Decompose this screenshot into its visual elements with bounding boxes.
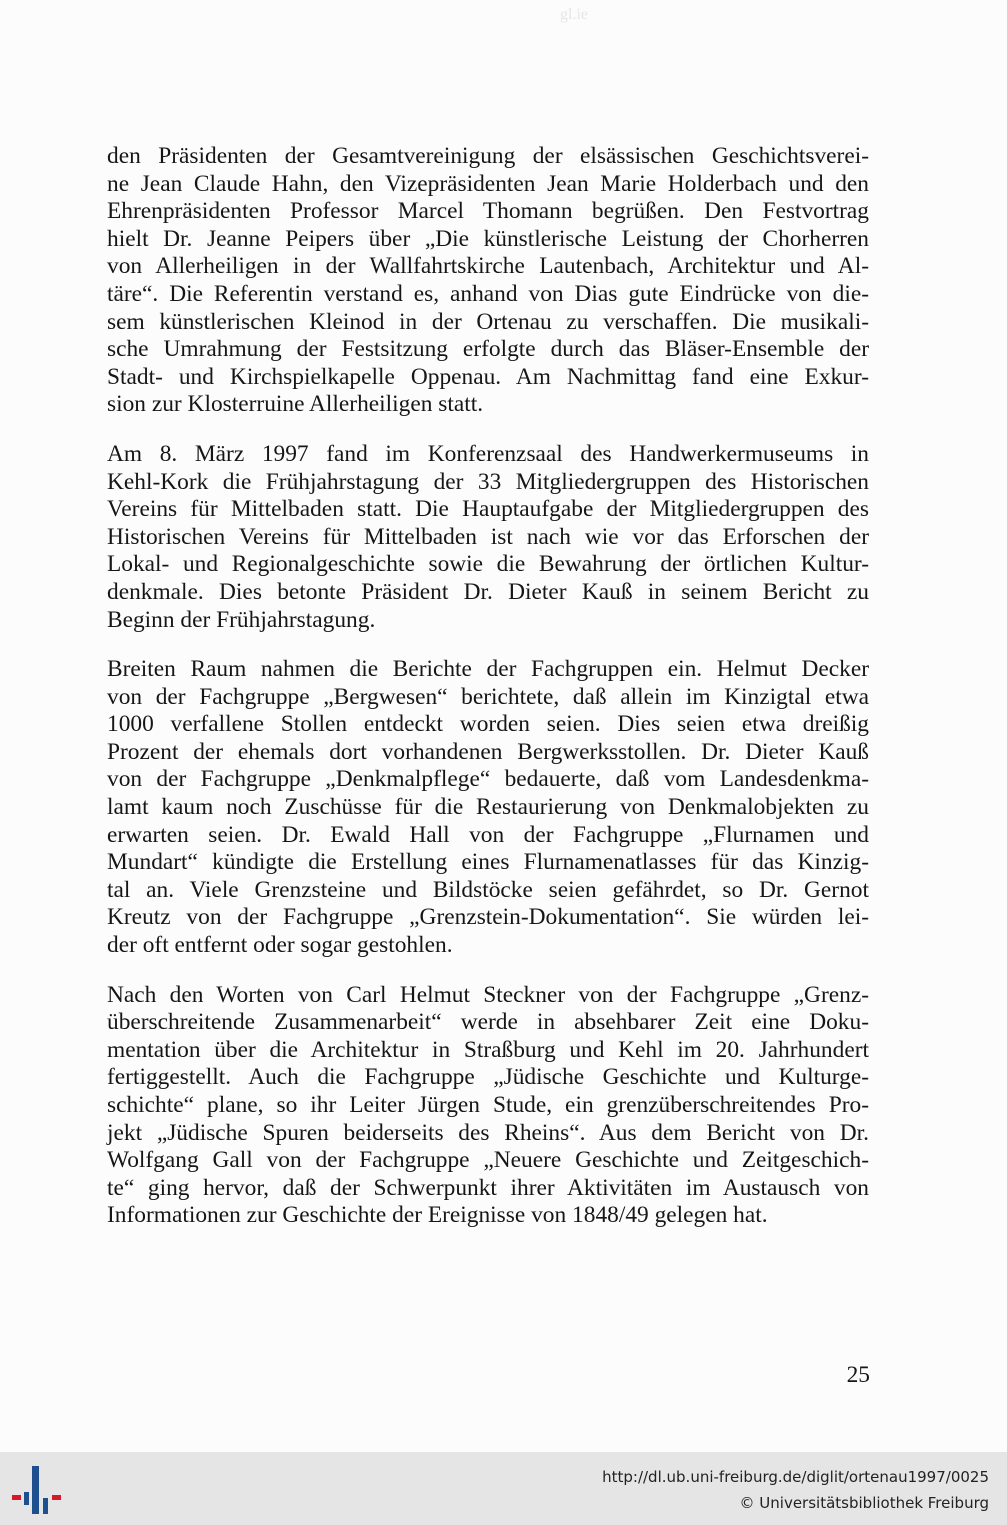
text-line: täre“. Die Referentin verstand es, anhand von Dias gute Eindrücke von die- <box>107 280 869 307</box>
source-url-link[interactable]: http://dl.ub.uni-freiburg.de/diglit/ortenau1997/0025 <box>602 1468 989 1486</box>
text-line: überschreitende Zusammenarbeit“ werde in absehbarer Zeit eine Doku- <box>107 1009 869 1036</box>
paragraph-2 <box>107 441 869 634</box>
text-line: fertiggestellt. Auch die Fachgruppe „Jüdische Geschichte und Kulturge- <box>107 1064 869 1091</box>
text-line: 1000 verfallene Stollen entdeckt worden seien. Dies seien etwa dreißig <box>107 711 869 738</box>
paragraph-3 <box>107 656 869 960</box>
text-line: Wolfgang Gall von der Fachgruppe „Neuere Geschichte und Zeitgeschich- <box>107 1147 869 1174</box>
footer-bar <box>0 1452 1007 1525</box>
text-line: Beginn der Frühjahrstagung. <box>107 606 376 633</box>
text-line: Am 8. März 1997 fand im Konferenzsaal des Handwerkermuseums in <box>107 440 869 467</box>
text-line: lamt kaum noch Zuschüsse für die Restaurierung von Denkmalobjekten zu <box>107 794 869 821</box>
text-line: Kreutz von der Fachgruppe „Grenzstein-Dokumentation“. Sie würden lei- <box>107 904 869 931</box>
text-line: jekt „Jüdische Spuren beiderseits des Rheins“. Aus dem Bericht von Dr. <box>107 1119 869 1146</box>
text-line: ne Jean Claude Hahn, den Vizepräsidenten Jean Marie Holderbach und den <box>107 170 869 197</box>
text-line: Stadt- und Kirchspielkapelle Oppenau. Am Nachmittag fand eine Exkur- <box>107 363 869 390</box>
text-line: sem künstlerischen Kleinod in der Ortenau zu verschaffen. Die musikali- <box>107 308 869 335</box>
text-line: Ehrenpräsidenten Professor Marcel Thomann begrüßen. Den Festvortrag <box>107 198 869 225</box>
text-line: Prozent der ehemals dort vorhandenen Bergwerksstollen. Dr. Dieter Kauß <box>107 738 869 765</box>
paragraph-1 <box>107 143 869 419</box>
copyright-notice: © Universitätsbibliothek Freiburg <box>739 1494 989 1512</box>
text-line: der oft entfernt oder sogar gestohlen. <box>107 932 453 959</box>
text-line: von der Fachgruppe „Denkmalpflege“ bedauerte, daß vom Landesdenkma- <box>107 766 869 793</box>
text-line: denkmale. Dies betonte Präsident Dr. Dieter Kauß in seinem Bericht zu <box>107 578 869 605</box>
text-line: sche Umrahmung der Festsitzung erfolgte durch das Bläser-Ensemble der <box>107 336 869 363</box>
text-line: erwarten seien. Dr. Ewald Hall von der Fachgruppe „Flurnamen und <box>107 821 869 848</box>
text-line: Lokal- und Regionalgeschichte sowie die Bewahrung der örtlichen Kultur- <box>107 551 869 578</box>
text-line: hielt Dr. Jeanne Peipers über „Die künstlerische Leistung der Chorherren <box>107 225 869 252</box>
page-number: 25 <box>846 1362 870 1388</box>
text-line: Kehl-Kork die Frühjahrstagung der 33 Mitgliedergruppen des Historischen <box>107 468 869 495</box>
text-line: von der Fachgruppe „Bergwesen“ berichtete, daß allein im Kinzigtal etwa <box>107 683 869 710</box>
text-line: sion zur Klosterruine Allerheiligen statt. <box>107 391 484 418</box>
text-line: den Präsidenten der Gesamtvereinigung der elsässischen Geschichtsverei- <box>107 143 869 169</box>
text-line: Informationen zur Geschichte der Ereignisse von 1848/49 gelegen hat. <box>107 1202 768 1229</box>
body-text <box>107 143 869 1230</box>
text-line: Breiten Raum nahmen die Berichte der Fachgruppen ein. Helmut Decker <box>107 656 869 683</box>
text-line: von Allerheiligen in der Wallfahrtskirche Lautenbach, Architektur und Al- <box>107 253 869 280</box>
ub-freiburg-logo-icon[interactable] <box>10 1462 66 1518</box>
text-line: Vereins für Mittelbaden statt. Die Hauptaufgabe der Mitgliedergruppen des <box>107 496 869 523</box>
text-line: tal an. Viele Grenzsteine und Bildstöcke seien gefährdet, so Dr. Gernot <box>107 876 869 903</box>
text-line: Historischen Vereins für Mittelbaden ist nach wie vor das Erforschen der <box>107 523 869 550</box>
text-line: schichte“ plane, so ihr Leiter Jürgen Stude, ein grenzüberschreitendes Pro- <box>107 1092 869 1118</box>
paragraph-4 <box>107 982 869 1230</box>
bleed-through-mark: gl.ie <box>560 6 588 23</box>
text-line: Nach den Worten von Carl Helmut Steckner von der Fachgruppe „Grenz- <box>107 981 869 1008</box>
text-line: mentation über die Architektur in Straßburg und Kehl im 20. Jahrhundert <box>107 1036 869 1063</box>
text-line: Mundart“ kündigte die Erstellung eines Flurnamenatlasses für das Kinzig- <box>107 849 869 876</box>
text-line: te“ ging hervor, daß der Schwerpunkt ihrer Aktivitäten im Austausch von <box>107 1174 869 1201</box>
